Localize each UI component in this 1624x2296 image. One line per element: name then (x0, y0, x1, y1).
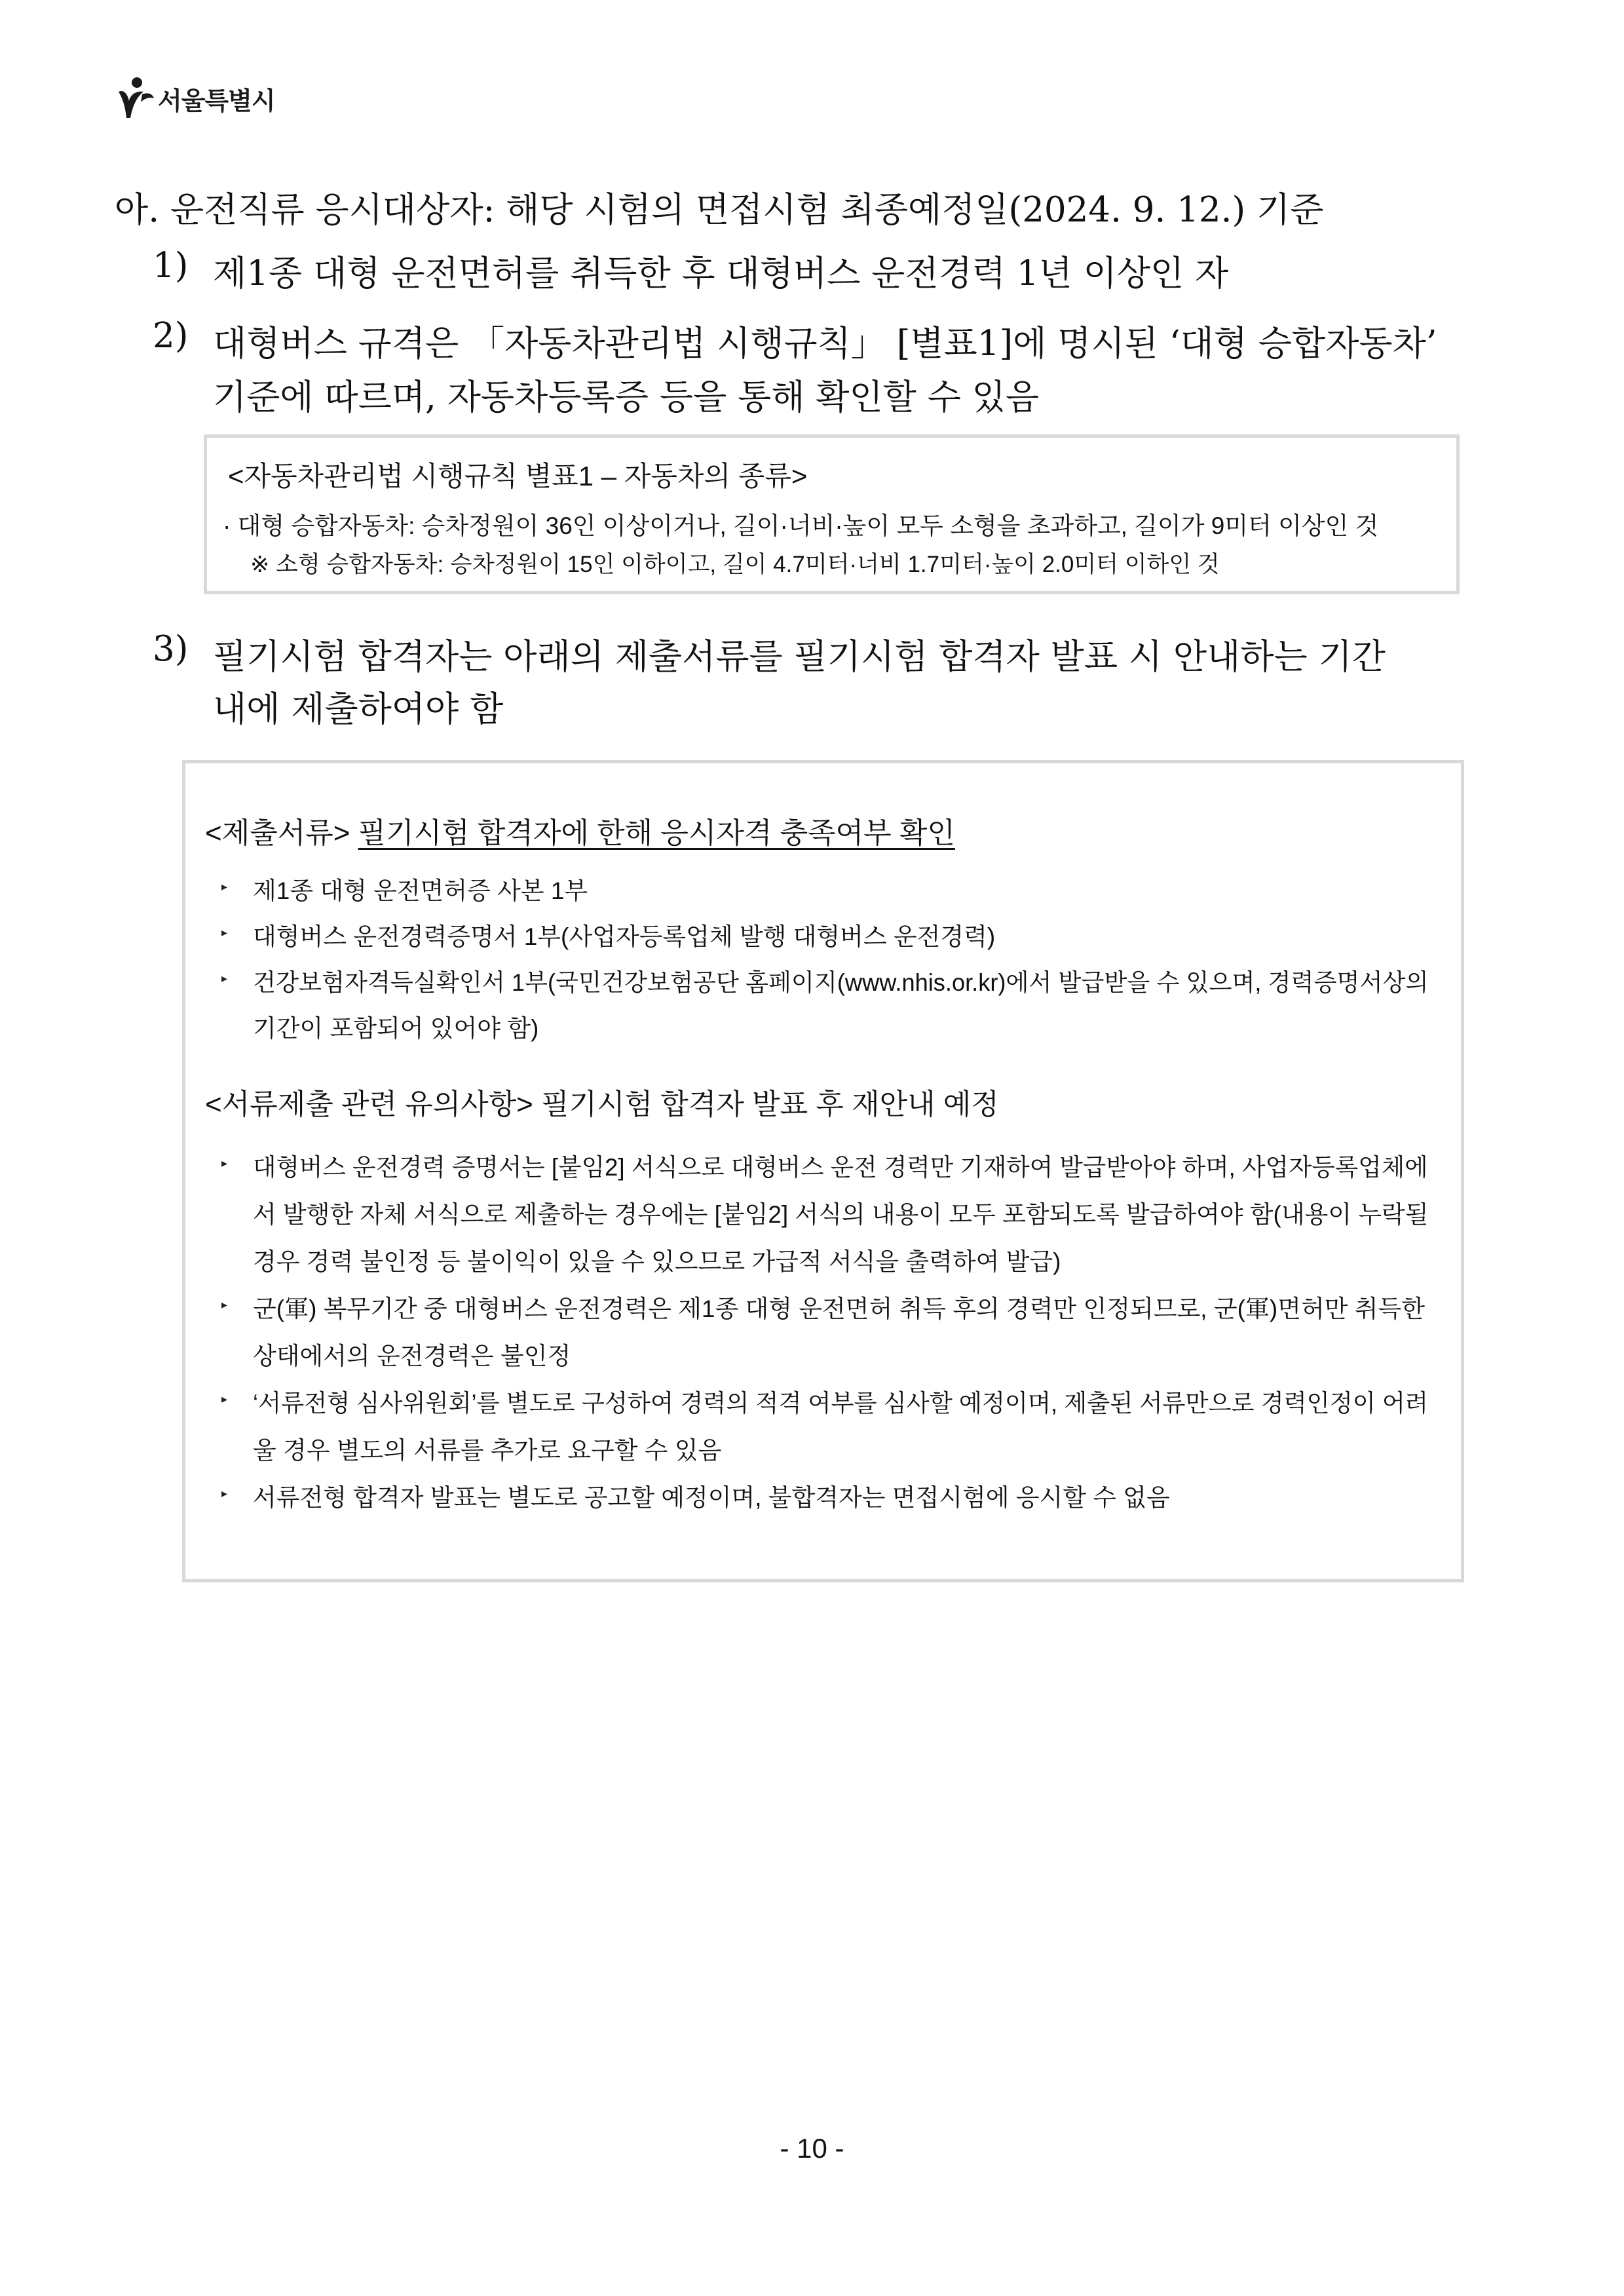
box-title: <자동차관리법 시행규칙 별표1 – 자동차의 종류> (228, 461, 808, 491)
list-item-continued: 상태에서의 운전경력은 불인정 (253, 1343, 571, 1369)
section-label: <제출서류> (205, 817, 350, 849)
list-item: 서류전형 합격자 발표는 별도로 공고할 예정이며, 불합격자는 면접시험에 응시할 수 없음 (253, 1484, 1170, 1511)
list-item-continued: 기간이 포함되어 있어야 함) (253, 1015, 539, 1042)
item-number: 2) (153, 316, 189, 356)
item-text: 기준에 따르며, 자동차등록증 등을 통해 확인할 수 있음 (213, 377, 1040, 417)
logo-text: 서울특별시 (158, 86, 275, 115)
page-number: - 10 - (780, 2133, 844, 2164)
bullet-icon: ▸ (221, 1298, 228, 1311)
list-item-continued: 경우 경력 불인정 등 불이익이 있을 수 있으므로 가급적 서식을 출력하여 발급) (253, 1248, 1061, 1275)
list-item: ‘서류전형 심사위원회’를 별도로 구성하여 경력의 적격 여부를 심사할 예정이며, 제출된 서류만으로 경력인정이 어려 (253, 1390, 1428, 1417)
vehicle-classification-box (204, 434, 1460, 594)
list-item: 건강보험자격득실확인서 1부(국민건강보험공단 홈페이지(www.nhis.or.kr)에서 발급받을 수 있으며, 경력증명서상의 (253, 969, 1429, 996)
item-text: 필기시험 합격자는 아래의 제출서류를 필기시험 합격자 발표 시 안내하는 기간 (213, 637, 1386, 677)
submission-notes-heading (205, 1081, 999, 1122)
bullet-icon: ▸ (221, 926, 228, 939)
section-heading: 아. 운전직류 응시대상자: 해당 시험의 면접시험 최종예정일(2024. 9. 12.) 기준 (115, 190, 1324, 230)
submission-docs-heading (205, 809, 955, 851)
section-label: <서류제출 관련 유의사항> (205, 1088, 533, 1120)
list-item: 대형버스 운전경력증명서 1부(사업자등록업체 발행 대형버스 운전경력) (253, 923, 996, 950)
seoul-logo (115, 72, 275, 124)
seoul-logo-icon (115, 75, 155, 122)
item-number: 3) (153, 629, 189, 669)
item-text: 내에 제출하여야 함 (213, 689, 504, 729)
bullet-icon: ▸ (221, 1157, 228, 1170)
list-item-continued: 서 발행한 자체 서식으로 제출하는 경우에는 [붙임2] 서식의 내용이 모두 포함되도록 발급하여야 함(내용이 누락될 (253, 1201, 1429, 1228)
section-text: 필기시험 합격자 발표 후 재안내 예정 (541, 1088, 999, 1120)
box-line: · 대형 승합자동차: 승차정원이 36인 이상이거나, 길이·너비·높이 모두 소형을 초과하고, 길이가 9미터 이상인 것 (223, 512, 1379, 539)
section-text: 필기시험 합격자에 한해 응시자격 충족여부 확인 (358, 817, 955, 849)
box-note: ※ 소형 승합자동차: 승차정원이 15인 이하이고, 길이 4.7미터·너비 1.7미터·높이 2.0미터 이하인 것 (250, 552, 1220, 577)
bullet-icon: ▸ (221, 1487, 228, 1500)
list-item: 대형버스 운전경력 증명서는 [붙임2] 서식으로 대형버스 운전 경력만 기재하여 발급받아야 하며, 사업자등록업체에 (253, 1154, 1428, 1181)
item-text: 대형버스 규격은 「자동차관리법 시행규칙」 [별표1]에 명시된 ‘대형 승합자동차’ (213, 324, 1437, 364)
item-text: 제1종 대형 운전면허를 취득한 후 대형버스 운전경력 1년 이상인 자 (213, 254, 1229, 294)
item-number: 1) (153, 246, 189, 286)
list-item: 제1종 대형 운전면허증 사본 1부 (253, 877, 588, 904)
list-item-continued: 울 경우 별도의 서류를 추가로 요구할 수 있음 (253, 1437, 722, 1464)
submission-documents-box (182, 760, 1464, 1582)
bullet-icon: ▸ (221, 880, 228, 893)
bullet-icon: ▸ (221, 1392, 228, 1406)
bullet-icon: ▸ (221, 972, 228, 985)
list-item: 군(軍) 복무기간 중 대형버스 운전경력은 제1종 대형 운전면허 취득 후의 경력만 인정되므로, 군(軍)면허만 취득한 (253, 1295, 1425, 1322)
